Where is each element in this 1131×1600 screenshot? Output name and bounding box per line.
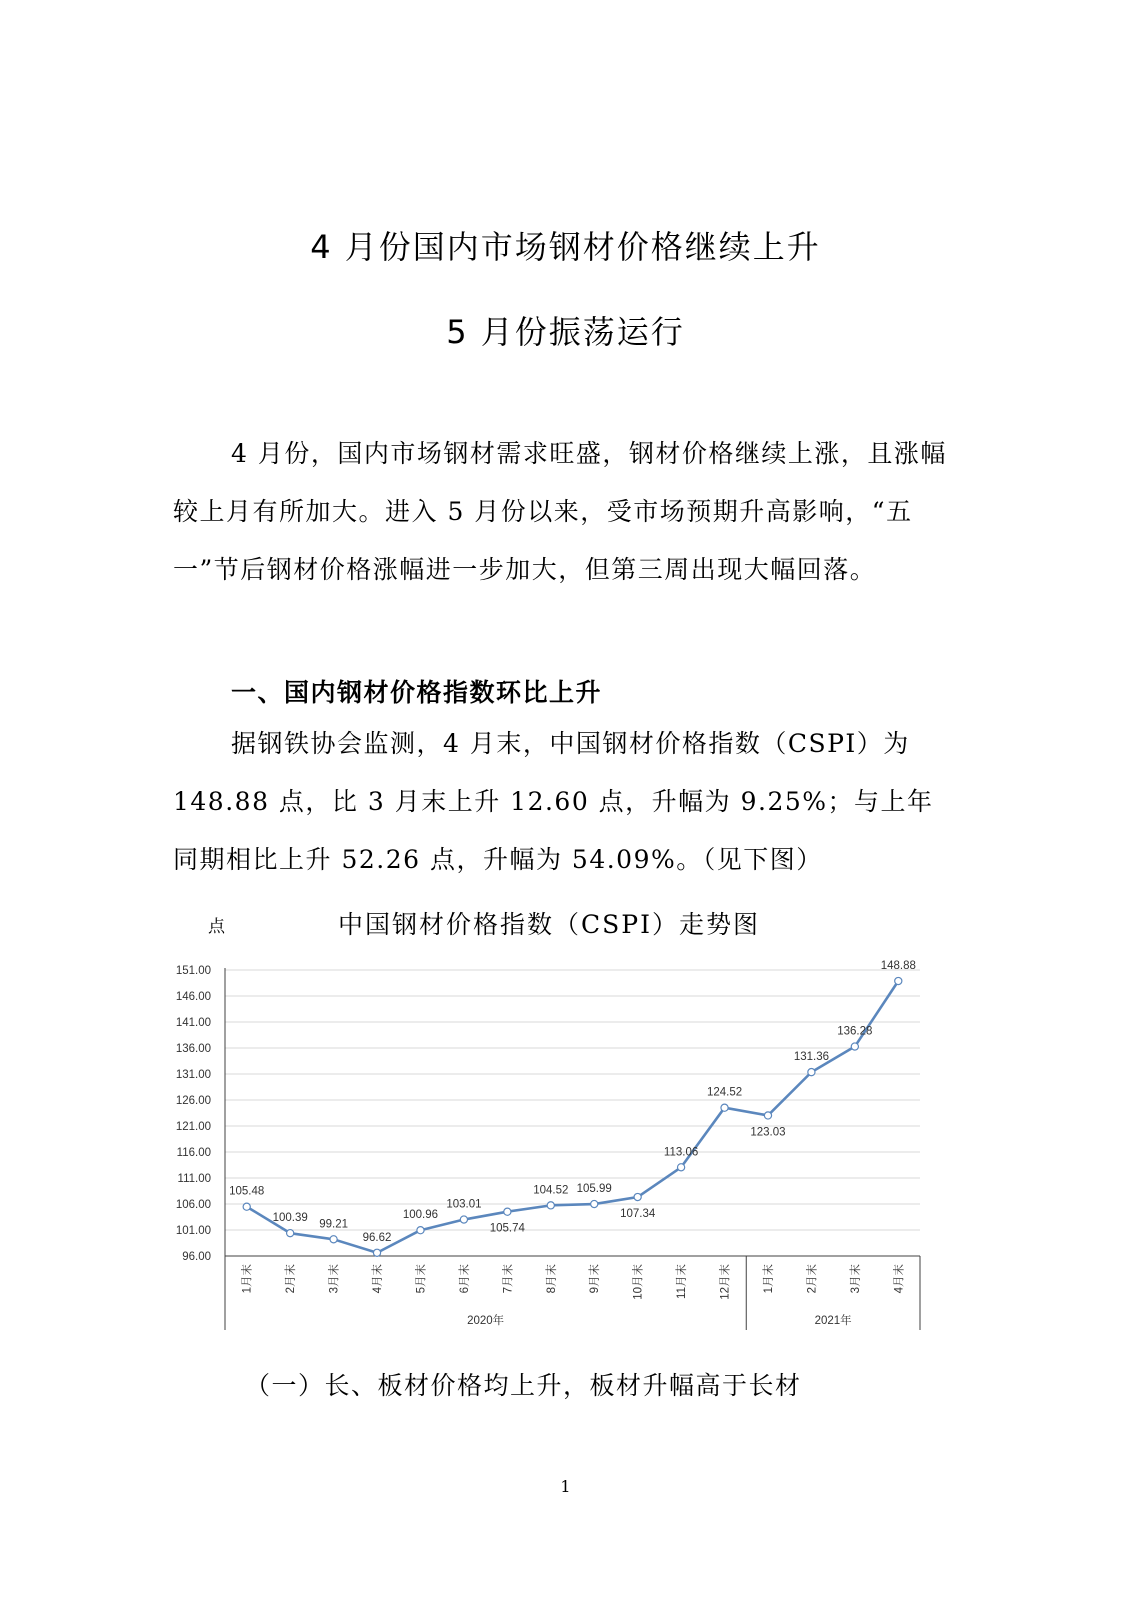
y-tick-label: 146.00 <box>175 991 211 1003</box>
data-label: 123.03 <box>750 1126 786 1139</box>
group-label: 2021年 <box>814 1315 852 1327</box>
data-point <box>460 1216 467 1223</box>
data-point <box>504 1208 511 1215</box>
data-point <box>373 1249 380 1256</box>
x-tick-label: 10月末 <box>632 1264 645 1300</box>
y-tick-label: 111.00 <box>177 1173 211 1185</box>
data-label: 100.39 <box>272 1212 308 1225</box>
data-point <box>851 1043 858 1050</box>
cspi-line-chart <box>160 950 950 1340</box>
data-point <box>243 1203 250 1210</box>
data-label: 107.34 <box>620 1208 656 1221</box>
y-tick-label: 96.00 <box>182 1251 211 1263</box>
data-point <box>677 1164 684 1171</box>
group-label: 2020年 <box>467 1315 505 1327</box>
y-tick-label: 126.00 <box>175 1095 211 1107</box>
page-number: 1 <box>560 1477 571 1496</box>
x-tick-label: 3月末 <box>328 1264 341 1294</box>
y-tick-label: 101.00 <box>175 1225 211 1237</box>
section1-heading: 一、国内钢材价格指数环比上升 <box>231 678 603 707</box>
doc-title-line2: 5 月份振荡运行 <box>446 313 685 351</box>
data-label: 99.21 <box>319 1218 348 1231</box>
x-tick-label: 1月末 <box>241 1264 254 1294</box>
x-tick-label: 4月末 <box>893 1264 906 1294</box>
data-label: 105.48 <box>229 1185 265 1198</box>
data-label: 96.62 <box>362 1231 392 1244</box>
y-tick-label: 151.00 <box>175 965 211 977</box>
x-tick-label: 2月末 <box>285 1264 298 1294</box>
y-tick-label: 121.00 <box>175 1121 211 1133</box>
subsection1-heading: （一）长、板材价格均上升，板材升幅高于长材 <box>245 1371 802 1400</box>
doc-title-line1: 4 月份国内市场钢材价格继续上升 <box>310 228 821 266</box>
data-label: 148.88 <box>880 960 916 973</box>
y-tick-label: 116.00 <box>176 1147 211 1159</box>
y-tick-label: 136.00 <box>175 1043 211 1055</box>
x-tick-label: 11月末 <box>676 1264 689 1299</box>
data-label: 136.28 <box>837 1025 873 1038</box>
data-label: 105.74 <box>489 1222 525 1235</box>
data-point <box>330 1236 337 1243</box>
data-point <box>417 1227 424 1234</box>
chart-unit-label: 点 <box>208 917 225 937</box>
y-tick-label: 141.00 <box>175 1017 211 1029</box>
data-point <box>764 1112 771 1119</box>
chart-title: 中国钢材价格指数（CSPI）走势图 <box>338 910 760 939</box>
x-tick-label: 5月末 <box>415 1264 428 1294</box>
x-tick-label: 12月末 <box>719 1264 732 1300</box>
section1-paragraph: 据钢铁协会监测，4 月末，中国钢材价格指数（CSPI）为 148.88 点，比 3 月末上升 12.60 点，升幅为 9.25%；与上年同期相比上升 52.26 点，升幅为 54.09%。（见下图） <box>173 729 934 874</box>
data-point <box>591 1200 598 1207</box>
data-point <box>895 977 902 984</box>
data-point <box>808 1069 815 1076</box>
y-tick-label: 131.00 <box>175 1069 211 1081</box>
y-tick-label: 106.00 <box>175 1199 211 1211</box>
x-tick-label: 1月末 <box>762 1264 775 1294</box>
data-label: 104.52 <box>533 1184 569 1197</box>
x-tick-label: 7月末 <box>502 1264 515 1294</box>
x-tick-label: 9月末 <box>589 1264 602 1294</box>
data-label: 124.52 <box>706 1086 743 1099</box>
x-tick-label: 3月末 <box>849 1264 862 1294</box>
data-point <box>721 1104 728 1111</box>
x-tick-label: 2月末 <box>806 1264 819 1294</box>
data-label: 131.36 <box>793 1051 829 1064</box>
data-label: 103.01 <box>446 1198 482 1211</box>
intro-paragraph: 4 月份，国内市场钢材需求旺盛，钢材价格继续上涨，且涨幅较上月有所加大。进入 5 月份以来，受市场预期升高影响，“五一”节后钢材价格涨幅进一步加大，但第三周出现大幅回落。 <box>173 439 947 584</box>
data-label: 105.99 <box>576 1183 612 1196</box>
x-tick-label: 8月末 <box>545 1264 558 1294</box>
data-point <box>547 1202 554 1209</box>
data-point <box>287 1230 294 1237</box>
data-label: 100.96 <box>402 1209 439 1222</box>
x-tick-label: 6月末 <box>458 1264 471 1294</box>
x-tick-label: 4月末 <box>372 1264 385 1294</box>
data-label: 113.06 <box>663 1146 699 1159</box>
data-point <box>634 1193 641 1200</box>
